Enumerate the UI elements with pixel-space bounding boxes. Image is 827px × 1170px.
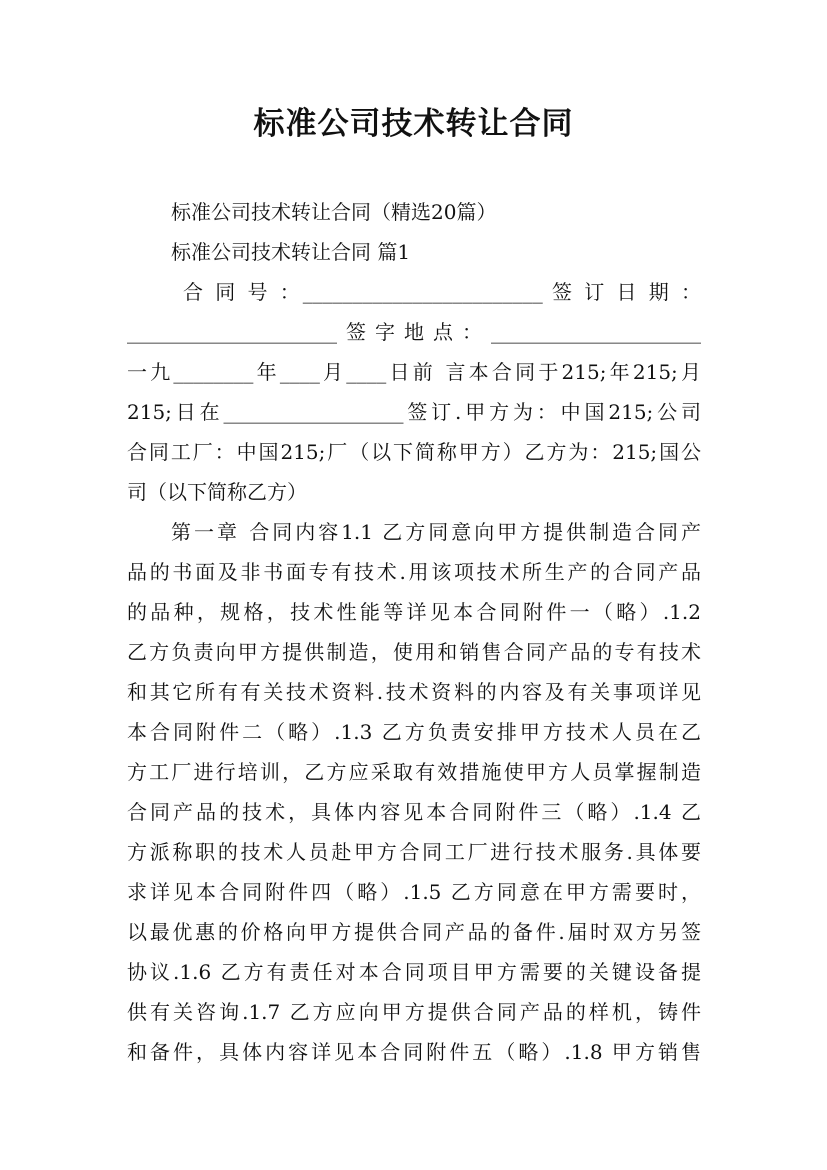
chapter-line: 品的书面及非书面专有技术.用该项技术所生产的合同产品: [127, 560, 701, 584]
signing-place-line: _____________________签字地点：_____________________: [127, 320, 701, 344]
chapter-line: 协议.1.6 乙方有责任对本合同项目甲方需要的关键设备提: [127, 960, 701, 984]
document-title: 标准公司技术转让合同: [253, 106, 574, 142]
chapter-line: 的品种，规格，技术性能等详见本合同附件一（略）.1.2: [127, 600, 701, 624]
chapter-line: 求详见本合同附件四（略）.1.5 乙方同意在甲方需要时，: [127, 880, 701, 904]
chapter-line: 和其它所有有关技术资料.技术资料的内容及有关事项详见: [127, 680, 701, 704]
chapter-line: 以最优惠的价格向甲方提供合同产品的备件.届时双方另签: [127, 920, 701, 944]
chapter-line: 方派称职的技术人员赴甲方合同工厂进行技术服务.具体要: [127, 840, 701, 864]
preamble-line: 一九________年____月____日前 言本合同于215;年215;月: [127, 360, 701, 384]
contract-number-line: 合 同 号 ：________________________ 签 订 日 期 ：: [183, 280, 701, 304]
preamble-line: 215;日在__________________签订.甲方为：中国215;公司: [127, 400, 701, 424]
section-heading: 标准公司技术转让合同 篇1: [171, 240, 411, 264]
chapter-line: 乙方负责向甲方提供制造，使用和销售合同产品的专有技术: [127, 640, 701, 664]
chapter-line: 和备件，具体内容详见本合同附件五（略）.1.8 甲方销售: [127, 1040, 701, 1064]
chapter-line: 供有关咨询.1.7 乙方应向甲方提供合同产品的样机，铸件: [127, 1000, 701, 1024]
chapter-line: 本合同附件二（略）.1.3 乙方负责安排甲方技术人员在乙: [127, 720, 701, 744]
document-subtitle: 标准公司技术转让合同（精选20篇）: [171, 200, 497, 224]
chapter-line: 合同产品的技术，具体内容见本合同附件三（略）.1.4 乙: [127, 800, 701, 824]
chapter-line: 方工厂进行培训，乙方应采取有效措施使甲方人员掌握制造: [127, 760, 701, 784]
preamble-line: 合同工厂：中国215;厂（以下简称甲方）乙方为：215;国公: [127, 440, 701, 464]
chapter-line: 第一章 合同内容1.1 乙方同意向甲方提供制造合同产: [171, 520, 701, 544]
preamble-line: 司（以下简称乙方）: [127, 480, 307, 504]
